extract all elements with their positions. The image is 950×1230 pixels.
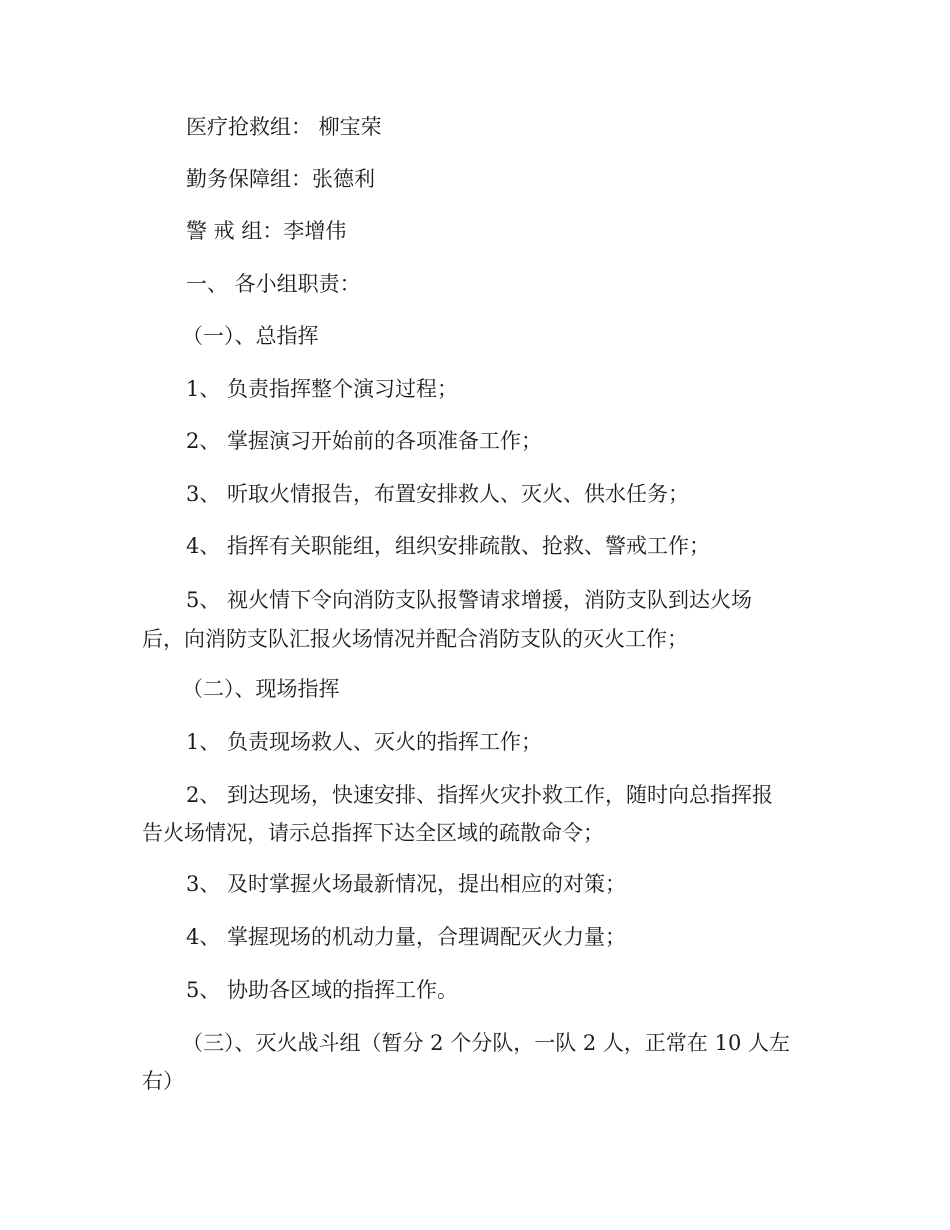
- list-item: 2、 到达现场，快速安排、指挥火灾扑救工作，随时向总指挥报: [186, 783, 774, 807]
- list-item: 4、 指挥有关职能组，组织安排疏散、抢救、警戒工作；: [186, 534, 711, 558]
- list-item: 1、 负责现场救人、灭火的指挥工作；: [186, 730, 543, 754]
- list-item: 5、 协助各区域的指挥工作。: [186, 978, 459, 1002]
- line-security-team: 警 戒 组：李增伟: [186, 219, 347, 243]
- list-item: 1、 负责指挥整个演习过程；: [186, 377, 459, 401]
- list-item-continuation: 后，向消防支队汇报火场情况并配合消防支队的灭火工作；: [142, 627, 688, 651]
- subsection-heading-field-commander: （二）、现场指挥: [182, 677, 340, 701]
- list-item: 4、 掌握现场的机动力量，合理调配灭火力量；: [186, 925, 627, 949]
- list-item: 5、 视火情下令向消防支队报警请求增援，消防支队到达火场: [186, 588, 753, 612]
- subsection-heading-continuation: 右）: [142, 1069, 184, 1093]
- list-item-continuation: 告火场情况，请示总指挥下达全区域的疏散命令；: [142, 821, 604, 845]
- subsection-heading-firefighting-team: （三）、灭火战斗组（暂分 2 个分队，一队 2 人，正常在 10 人左: [182, 1031, 790, 1055]
- line-medical-team: 医疗抢救组： 柳宝荣: [186, 115, 382, 139]
- line-logistics-team: 勤务保障组：张德利: [186, 167, 375, 191]
- list-item: 3、 及时掌握火场最新情况，提出相应的对策；: [186, 872, 627, 896]
- list-item: 2、 掌握演习开始前的各项准备工作；: [186, 429, 543, 453]
- subsection-heading-commander: （一）、总指挥: [182, 324, 319, 348]
- section-heading-duties: 一、 各小组职责：: [186, 272, 361, 296]
- list-item: 3、 听取火情报告，布置安排救人、灭火、供水任务；: [186, 482, 690, 506]
